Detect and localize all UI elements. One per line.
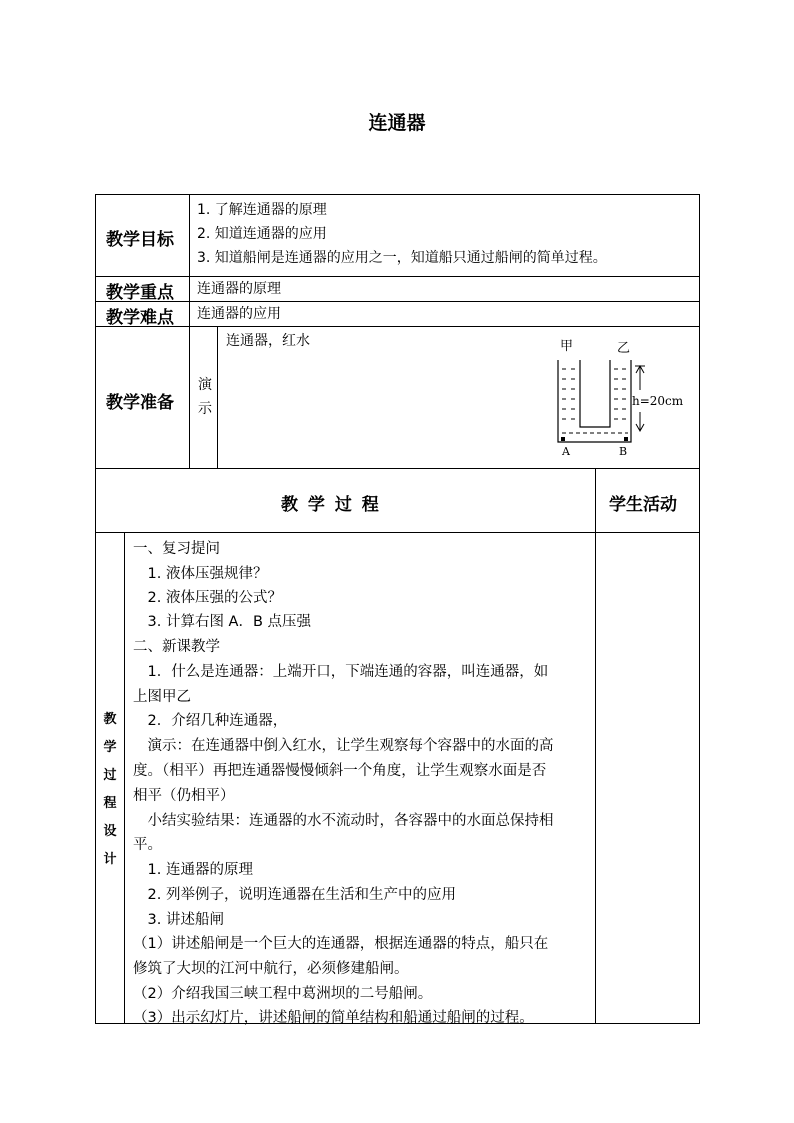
process-line: 相平（仍相平） — [133, 788, 235, 804]
height-label: h=20cm — [632, 394, 684, 408]
process-line: （1）讲述船闸是一个巨大的连通器，根据连通器的特点，船只在 — [133, 936, 549, 952]
col-divider — [189, 195, 190, 468]
water-dashes-right — [614, 369, 626, 419]
row-divider — [96, 326, 699, 327]
preparation-label: 教学准备 — [106, 393, 174, 413]
process-line: 2. 液体压强的公式？ — [133, 590, 282, 606]
process-line: 度。（相平）再把连通器慢慢倾斜一个角度，让学生观察水面是否 — [133, 763, 547, 779]
page-title: 连通器 — [368, 112, 426, 134]
point-a-marker — [561, 437, 565, 441]
row-divider — [96, 301, 699, 302]
vessel-inner-wall — [580, 360, 610, 427]
process-line: 3. 讲述船闸 — [133, 912, 224, 928]
process-line: （2）介绍我国三峡工程中葛洲坝的二号船闸。 — [133, 986, 433, 1002]
side-char: 程 — [103, 796, 117, 811]
demo-char: 演 — [198, 377, 212, 393]
process-line: 小结实验结果：连通器的水不流动时，各容器中的水面总保持相 — [133, 813, 554, 829]
lesson-plan-table — [95, 194, 700, 1024]
vessel-outer-wall — [558, 360, 631, 442]
preparation-text: 连通器，红水 — [226, 333, 310, 349]
water-dashes-left — [562, 369, 575, 419]
row-divider — [96, 532, 699, 533]
process-line: 1. 液体压强规律？ — [133, 566, 268, 582]
process-line: 演示：在连通器中倒入红水，让学生观察每个容器中的水面的高 — [133, 738, 554, 754]
difficulty-text: 连通器的应用 — [197, 306, 281, 322]
side-char: 设 — [103, 824, 117, 839]
key-point-text: 连通器的原理 — [197, 281, 281, 297]
student-activity-header: 学生活动 — [609, 495, 677, 515]
process-side-label — [100, 706, 120, 874]
key-point-label: 教学重点 — [106, 283, 174, 303]
col-divider — [124, 532, 125, 1023]
process-header: 教 学 过 程 — [281, 495, 381, 515]
row-divider — [96, 468, 699, 469]
figure-label-jia: 甲 — [560, 339, 574, 354]
objective-item: 3. 知道船闸是连通器的应用之一，知道船只通过船闸的简单过程。 — [197, 250, 607, 266]
objective-item: 2. 知道连通器的应用 — [197, 226, 327, 242]
difficulty-label: 教学难点 — [106, 308, 174, 328]
objectives-list — [197, 200, 607, 268]
row-divider — [96, 276, 699, 277]
side-char: 过 — [103, 768, 117, 783]
col-divider — [595, 468, 596, 1023]
figure-label-yi: 乙 — [617, 341, 631, 356]
process-line: 2．介绍几种连通器， — [133, 713, 288, 729]
process-line: 1．什么是连通器：上端开口，下端连通的容器，叫连通器，如 — [133, 664, 549, 680]
demo-label — [195, 373, 215, 421]
process-line: 2. 列举例子，说明连通器在生活和生产中的应用 — [133, 887, 456, 903]
objective-item: 1. 了解连通器的原理 — [197, 202, 327, 218]
col-divider — [217, 326, 218, 468]
demo-char: 示 — [198, 401, 212, 417]
objectives-label: 教学目标 — [106, 230, 174, 250]
process-line: 1. 连通器的原理 — [133, 862, 253, 878]
process-line: 平。 — [133, 837, 162, 853]
side-char: 计 — [103, 852, 117, 867]
connected-vessel-figure — [544, 335, 694, 460]
process-line: （3）出示幻灯片，讲述船闸的简单结构和船通过船闸的过程。 — [133, 1010, 534, 1026]
process-line: 一、复习提问 — [133, 541, 220, 557]
process-line: 3. 计算右图 A．B 点压强 — [133, 614, 312, 630]
point-b-label: B — [619, 445, 628, 458]
point-b-marker — [624, 437, 628, 441]
process-line: 二、新课教学 — [133, 639, 220, 655]
process-line: 上图甲乙 — [133, 689, 191, 705]
point-a-label: A — [562, 445, 570, 458]
side-char: 学 — [103, 740, 117, 755]
side-char: 教 — [103, 712, 117, 727]
process-line: 修筑了大坝的江河中航行，必须修建船闸。 — [133, 961, 409, 977]
